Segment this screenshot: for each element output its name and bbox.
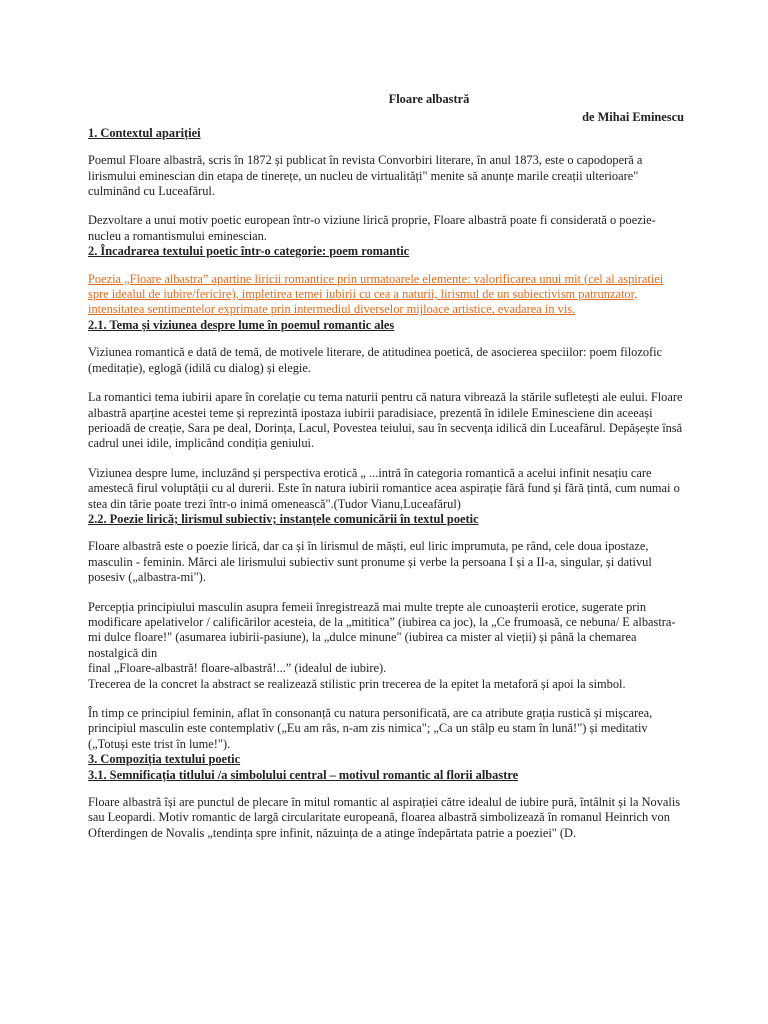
document-title: Floare albastră [388, 92, 470, 106]
paragraph: Floare albastră își are punctul de plecare în mitul romantic al aspirației către idealul de iubire pură, întâlnit și la Novalis sau Leopardi. Motiv romantic de largă circularitate europeană, floarea albastră simbolizează în romanul Heinrich von Ofterdingen de Novalis „tendința spre infinit, năzuința de a atinge îndepărtata patrie a poeziei" (D. [88, 795, 681, 840]
document-page [88, 92, 684, 841]
section-heading-incadrarea: 2. Încadrarea textului poetic într-o categorie: poem romantic [88, 244, 410, 259]
paragraph: Viziunea despre lume, incluzând și perspectiva erotică „ ...intră în categoria romantică a acelui infinit nesațiu care amestecă firul voluptății cu al durerii. Este în natura iubirii romantice acea aspirație fără fund și fără țintă, cum numai o stea din tărie poate trezi într-o inimă omenească".(Tudor Vianu,Luceafărul) [88, 465, 680, 511]
paragraph-line: final „Floare-albastră! floare-albastră!...” (idealul de iubire). [88, 661, 387, 676]
paragraph-line: Trecerea de la concret la abstract se realizează stilistic prin trecerea de la epitet la metaforă și apoi la simbol. [88, 676, 626, 691]
paragraph: Viziunea romantică e dată de temă, de motivele literare, de atitudinea poetică, de asocierea speciilor: poem filozofic (meditație), eglogă (idilă cu dialog) și elegie. [88, 345, 663, 375]
hyperlink-paragraph[interactable]: Poezia „Floare albastra” apartine liricii romantice prin urmatoarele elemente: valorificarea unui mit (cel al aspiratiei spre idealul de iubire/fericire), impletirea temei iubirii cu cea a naturii, lirismul de un subiectivism patrunzator, intensitatea sentimentelor exprimate prin intermediul diverselor mijloace artistice, evadarea in vis. [88, 271, 664, 317]
paragraph: Poemul Floare albastră, scris în 1872 și publicat în revista Convorbiri literare, în anul 1873, este o capodoperă a lirismului eminescian din etapa de tinerețe, un nucleu de virtualități" menite să anunțe marile creații ulterioare" culminând cu Luceafărul. [88, 153, 643, 199]
section-heading-compozitia: 3. Compoziția textului poetic [88, 752, 241, 767]
document-author: de Mihai Eminescu [582, 110, 684, 125]
paragraph: La romantici tema iubirii apare în corelație cu tema naturii pentru că natura vibrează la stările sufletești ale eului. Floare albastră aparține acestei teme și reprezintă ipostaza iubirii paradisiace, prezentă în idilele Eminesciene din aceeași perioadă de creație, Sara pe deal, Dorința, Lacul, Povestea teiului, sau în secvența idilică din Luceafărul. Depășește însă cadrul unei idile, implicând condiția geniului. [88, 390, 683, 451]
paragraph: În timp ce principiul feminin, aflat în consonanță cu natura personificată, are ca atribute grația rustică și mișcarea, principiul masculin este contemplativ („Eu am râs, n-am zis nimica"; „Ca un stâlp eu stam în lună!") și meditativ („Totuși este trist în lume!"). [88, 706, 653, 751]
paragraph: Dezvoltare a unui motiv poetic european într-o viziune lirică proprie, Floare albastră poate fi considerată o poezie-nucleu a romantismului eminescian. [88, 213, 656, 243]
section-heading-contextul: 1. Contextul apariției [88, 125, 201, 140]
section-heading-poezie-lirica: 2.2. Poezie lirică; lirismul subiectiv; instanțele comunicării în textul poetic [88, 511, 479, 526]
paragraph: Percepția principiului masculin asupra femeii înregistrează mai multe trepte ale cunoașterii erotice, sugerate prin modificare apelativelor / calificărilor acesteia, de la „mititica” (iubirea ca joc), la „Ce frumoasă, ce nebuna/ E albastra-mi dulce floare!" (asumarea iubirii-pasiune), la „dulce minune" (iubirea ca mister al vieții) și până la chemarea nostalgică din [88, 599, 676, 660]
section-heading-semnificatia: 3.1. Semnificația titlului /a simbolului central – motivul romantic al florii albastre [88, 767, 519, 782]
section-heading-tema: 2.1. Tema și viziunea despre lume în poemul romantic ales [88, 317, 395, 332]
paragraph: Floare albastră este o poezie lirică, dar ca și în lirismul de măști, eul liric imprumuta, pe rând, cele doua ipostaze, masculin - feminin. Mărci ale lirismului subiectiv sunt pronume și verbe la persoana I și a II-a, singular, și dativul posesiv („albastra-mi"). [88, 539, 652, 585]
